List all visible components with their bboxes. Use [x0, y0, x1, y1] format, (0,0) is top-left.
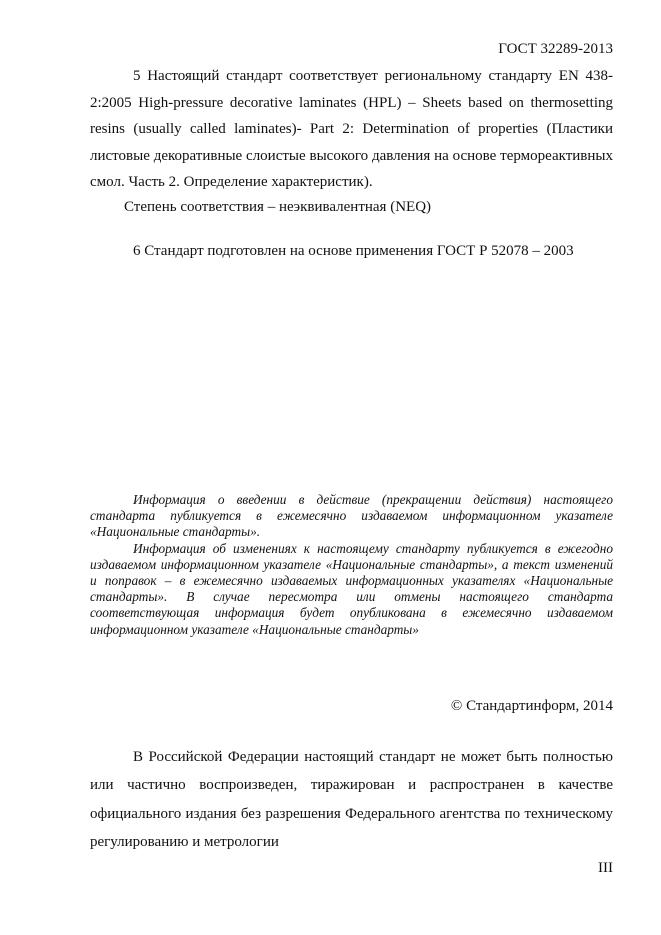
info-paragraph-changes: Информация об изменениях к настоящему стандарту публикуется в ежегодно издаваемом информационном указателе «Национальные стандарты», а текст изменений и поправок – в ежемесячно издаваемых информационных указателях «Национальные стандарты». В случае пересмотра или отмены настоящего стандарта соответствующая информация будет опубликована в ежемесячно издаваемом информационном указателе «Национальные стандарты» — [90, 540, 613, 637]
copyright-notice: © Стандартинформ, 2014 — [450, 698, 613, 714]
item-6-paragraph: 6 Стандарт подготовлен на основе применения ГОСТ Р 52078 – 2003 — [133, 243, 574, 259]
standard-code-header: ГОСТ 32289-2013 — [498, 41, 613, 57]
publication-info-block — [90, 492, 613, 638]
reproduction-rights-paragraph: В Российской Федерации настоящий стандарт не может быть полностью или частично воспроизведен, тиражирован и распространен в качестве официального издания без разрешения Федерального агентства по техническому регулированию и метрологии — [90, 749, 613, 850]
page-number: III — [598, 860, 613, 876]
info-paragraph-enactment: Информация о введении в действие (прекращении действия) настоящего стандарта публикуется в ежемесячно издаваемом информационном указателе «Национальные стандарты». — [90, 492, 613, 540]
item-5-paragraph: 5 Настоящий стандарт соответствует региональному стандарту EN 438-2:2005 High-pressure decorative laminates (HPL) – Sheets based on thermosetting resins (usually called laminates)- Part 2: Determination of properties (Пластики листовые декоративные слоистые высокого давления на основе термореактивных смол. Часть 2. Определение характеристик). — [90, 68, 613, 190]
conformity-degree-paragraph: Степень соответствия – неэквивалентная (NEQ) — [124, 199, 432, 215]
